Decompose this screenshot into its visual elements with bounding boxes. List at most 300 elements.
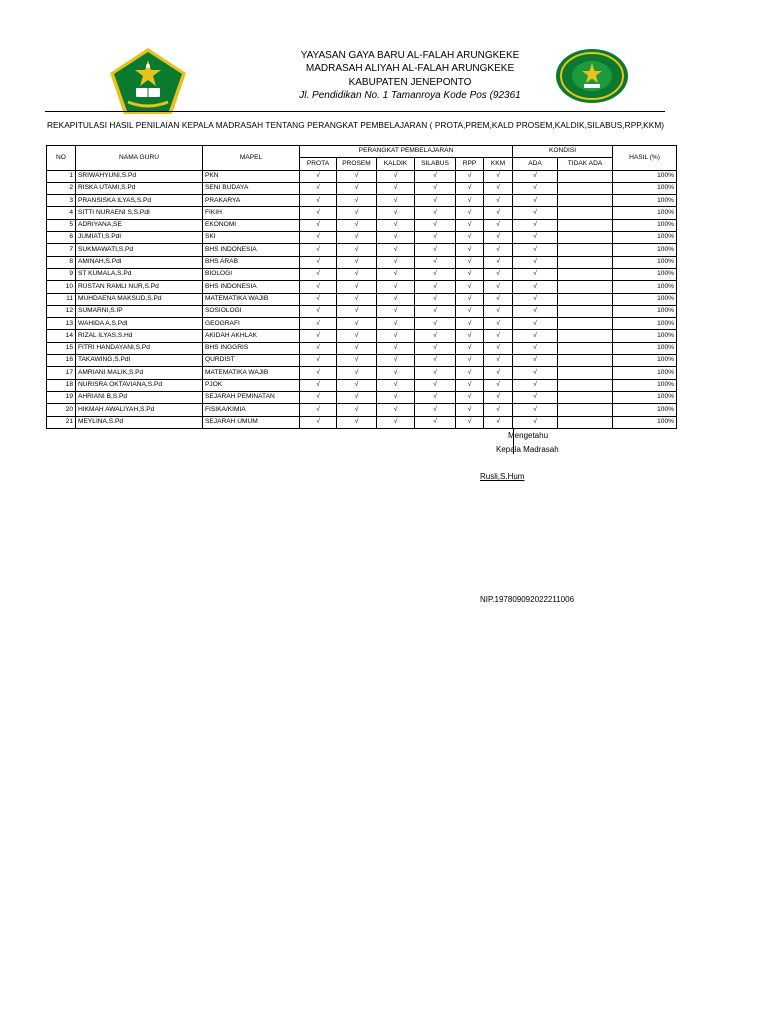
table-row — [47, 379, 677, 391]
row-device-check: √ — [484, 367, 513, 379]
row-device-check: √ — [300, 416, 337, 428]
row-device-check: √ — [415, 207, 456, 219]
row-device-check: √ — [456, 416, 484, 428]
row-condition-tidak-ada — [558, 195, 613, 207]
row-device-check: √ — [377, 281, 415, 293]
row-condition-tidak-ada — [558, 256, 613, 268]
row-device-check: √ — [456, 367, 484, 379]
row-condition-ada: √ — [513, 379, 558, 391]
row-device-check: √ — [415, 195, 456, 207]
row-condition-ada: √ — [513, 195, 558, 207]
row-no: 6 — [47, 232, 76, 244]
row-condition-ada: √ — [513, 404, 558, 416]
row-result: 100% — [613, 379, 677, 391]
row-subject: BIOLOGI — [203, 268, 300, 280]
row-condition-tidak-ada — [558, 281, 613, 293]
col-header-prota: PROTA — [300, 158, 337, 170]
row-device-check: √ — [415, 391, 456, 403]
col-header-kaldik: KALDIK — [377, 158, 415, 170]
table-row — [47, 232, 677, 244]
row-teacher-name: MEYLINA,S.Pd — [76, 416, 203, 428]
row-condition-tidak-ada — [558, 207, 613, 219]
row-teacher-name: PRANSISKA ILYAS,S.Pd — [76, 195, 203, 207]
row-result: 100% — [613, 391, 677, 403]
document-title: REKAPITULASI HASIL PENILAIAN KEPALA MADRASAH TENTANG PERANGKAT PEMBELAJARAN ( PROTA,PREM,KALD PROSEM,KALDIK,SILABUS,RPP,KKM) — [47, 120, 665, 130]
row-device-check: √ — [377, 379, 415, 391]
row-condition-tidak-ada — [558, 305, 613, 317]
school-name: MADRASAH ALIYAH AL-FALAH ARUNGKEKE — [305, 63, 515, 75]
row-device-check: √ — [415, 367, 456, 379]
row-subject: PRAKARYA — [203, 195, 300, 207]
row-device-check: √ — [300, 268, 337, 280]
foundation-name: YAYASAN GAYA BARU AL-FALAH ARUNGKEKE — [300, 50, 520, 61]
table-row — [47, 404, 677, 416]
table-row — [47, 391, 677, 403]
row-device-check: √ — [337, 219, 377, 231]
col-header-result: HASIL (%) — [613, 146, 677, 171]
row-device-check: √ — [415, 330, 456, 342]
row-device-check: √ — [456, 342, 484, 354]
row-device-check: √ — [377, 305, 415, 317]
row-subject: BHS INDONESIA — [203, 281, 300, 293]
row-teacher-name: AHRIANI B,S.Pd — [76, 391, 203, 403]
table-row — [47, 170, 677, 182]
row-condition-tidak-ada — [558, 391, 613, 403]
school-address: Jl. Pendidikan No. 1 Tamanroya Kode Pos (92361 — [299, 89, 521, 101]
col-header-prosem: PROSEM — [337, 158, 377, 170]
row-device-check: √ — [337, 182, 377, 194]
table-row — [47, 342, 677, 354]
row-condition-tidak-ada — [558, 367, 613, 379]
table-row — [47, 195, 677, 207]
table-row — [47, 416, 677, 428]
row-device-check: √ — [484, 379, 513, 391]
row-device-check: √ — [300, 293, 337, 305]
row-device-check: √ — [456, 207, 484, 219]
row-device-check: √ — [377, 219, 415, 231]
row-condition-tidak-ada — [558, 232, 613, 244]
row-condition-ada: √ — [513, 330, 558, 342]
row-device-check: √ — [415, 256, 456, 268]
row-device-check: √ — [337, 195, 377, 207]
row-condition-ada: √ — [513, 391, 558, 403]
signature-nip: NIP.197809092022211006 — [480, 595, 575, 604]
row-device-check: √ — [484, 170, 513, 182]
row-teacher-name: SUMARNI,S.IP — [76, 305, 203, 317]
table-row — [47, 207, 677, 219]
row-device-check: √ — [300, 330, 337, 342]
row-device-check: √ — [300, 195, 337, 207]
col-header-rpp: RPP — [456, 158, 484, 170]
row-condition-ada: √ — [513, 342, 558, 354]
row-device-check: √ — [300, 256, 337, 268]
row-no: 1 — [47, 170, 76, 182]
table-row — [47, 355, 677, 367]
row-device-check: √ — [300, 207, 337, 219]
row-subject: QURDIST — [203, 355, 300, 367]
regency-name: KABUPATEN JENEPONTO — [348, 76, 472, 88]
row-device-check: √ — [484, 244, 513, 256]
row-condition-ada: √ — [513, 305, 558, 317]
row-device-check: √ — [337, 281, 377, 293]
letterhead — [0, 0, 768, 112]
row-condition-tidak-ada — [558, 330, 613, 342]
row-teacher-name: RUSTAN RAMLI NUR,S.Pd — [76, 281, 203, 293]
row-subject: BHS ARAB — [203, 256, 300, 268]
row-device-check: √ — [415, 416, 456, 428]
row-subject: PJOK — [203, 379, 300, 391]
row-device-check: √ — [456, 182, 484, 194]
row-condition-ada: √ — [513, 256, 558, 268]
row-device-check: √ — [484, 281, 513, 293]
row-device-check: √ — [484, 416, 513, 428]
row-teacher-name: SUKMAWATI,S.Pd — [76, 244, 203, 256]
row-no: 7 — [47, 244, 76, 256]
row-device-check: √ — [484, 305, 513, 317]
row-device-check: √ — [300, 379, 337, 391]
row-device-check: √ — [415, 379, 456, 391]
row-device-check: √ — [300, 232, 337, 244]
row-result: 100% — [613, 342, 677, 354]
row-device-check: √ — [456, 232, 484, 244]
row-device-check: √ — [300, 244, 337, 256]
row-subject: FISIKA/KIMIA — [203, 404, 300, 416]
row-device-check: √ — [300, 404, 337, 416]
row-condition-tidak-ada — [558, 268, 613, 280]
row-device-check: √ — [415, 182, 456, 194]
row-device-check: √ — [300, 318, 337, 330]
row-device-check: √ — [484, 404, 513, 416]
row-device-check: √ — [337, 170, 377, 182]
row-no: 17 — [47, 367, 76, 379]
row-device-check: √ — [456, 355, 484, 367]
row-device-check: √ — [377, 232, 415, 244]
row-condition-ada: √ — [513, 182, 558, 194]
institution-block — [250, 49, 570, 102]
row-device-check: √ — [456, 293, 484, 305]
signature-role: Kepala Madrasah — [496, 445, 559, 454]
table-row — [47, 293, 677, 305]
row-no: 15 — [47, 342, 76, 354]
row-subject: SKI — [203, 232, 300, 244]
row-condition-ada: √ — [513, 318, 558, 330]
row-result: 100% — [613, 207, 677, 219]
row-device-check: √ — [337, 232, 377, 244]
row-device-check: √ — [415, 281, 456, 293]
row-device-check: √ — [415, 244, 456, 256]
row-teacher-name: RISKA UTAMI,S.Pd — [76, 182, 203, 194]
col-header-silabus: SILABUS — [415, 158, 456, 170]
row-teacher-name: HIKMAH AWALIYAH,S.Pd — [76, 404, 203, 416]
row-condition-tidak-ada — [558, 318, 613, 330]
row-device-check: √ — [415, 232, 456, 244]
row-device-check: √ — [484, 330, 513, 342]
row-result: 100% — [613, 330, 677, 342]
row-device-check: √ — [377, 330, 415, 342]
row-device-check: √ — [456, 170, 484, 182]
row-device-check: √ — [456, 379, 484, 391]
row-teacher-name: ADRIYANA,SE — [76, 219, 203, 231]
row-result: 100% — [613, 318, 677, 330]
row-device-check: √ — [415, 404, 456, 416]
row-condition-ada: √ — [513, 355, 558, 367]
row-teacher-name: JUMIATI,S.PdI — [76, 232, 203, 244]
row-device-check: √ — [377, 182, 415, 194]
row-device-check: √ — [337, 342, 377, 354]
row-device-check: √ — [415, 355, 456, 367]
row-result: 100% — [613, 232, 677, 244]
header-divider — [45, 111, 665, 112]
row-result: 100% — [613, 182, 677, 194]
row-teacher-name: SITTI NURAENI S,S.PdI — [76, 207, 203, 219]
row-device-check: √ — [484, 293, 513, 305]
row-device-check: √ — [300, 305, 337, 317]
row-condition-ada: √ — [513, 367, 558, 379]
row-device-check: √ — [377, 293, 415, 305]
row-result: 100% — [613, 195, 677, 207]
row-teacher-name: AMINAH,S.PdI — [76, 256, 203, 268]
row-condition-tidak-ada — [558, 293, 613, 305]
row-device-check: √ — [484, 355, 513, 367]
row-device-check: √ — [456, 281, 484, 293]
row-device-check: √ — [377, 195, 415, 207]
row-teacher-name: AMRIANI MALIK,S.Pd — [76, 367, 203, 379]
row-teacher-name: RIZAL ILYAS,S.Hd — [76, 330, 203, 342]
row-device-check: √ — [337, 207, 377, 219]
row-condition-ada: √ — [513, 207, 558, 219]
row-result: 100% — [613, 367, 677, 379]
table-row — [47, 318, 677, 330]
row-device-check: √ — [456, 330, 484, 342]
row-condition-ada: √ — [513, 219, 558, 231]
row-device-check: √ — [300, 281, 337, 293]
row-condition-tidak-ada — [558, 404, 613, 416]
row-teacher-name: TAKAWING,S.PdI — [76, 355, 203, 367]
row-device-check: √ — [337, 355, 377, 367]
row-result: 100% — [613, 219, 677, 231]
col-header-subject: MAPEL — [203, 146, 300, 171]
row-device-check: √ — [300, 170, 337, 182]
assessment-table — [46, 145, 677, 429]
row-no: 3 — [47, 195, 76, 207]
row-condition-ada: √ — [513, 232, 558, 244]
table-row — [47, 305, 677, 317]
row-teacher-name: NURISRA OKTAVIANA,S.Pd — [76, 379, 203, 391]
row-device-check: √ — [337, 318, 377, 330]
row-device-check: √ — [337, 293, 377, 305]
signature-acknowledged: Mengetahu — [508, 431, 549, 440]
row-teacher-name: SRIWAHYUNI,S.Pd — [76, 170, 203, 182]
row-no: 16 — [47, 355, 76, 367]
row-device-check: √ — [456, 219, 484, 231]
row-condition-tidak-ada — [558, 170, 613, 182]
row-teacher-name: FITRI HANDAYANI,S.Pd — [76, 342, 203, 354]
table-row — [47, 219, 677, 231]
row-subject: SOSIOLOGI — [203, 305, 300, 317]
row-condition-tidak-ada — [558, 244, 613, 256]
row-device-check: √ — [377, 170, 415, 182]
row-device-check: √ — [456, 391, 484, 403]
row-subject: SEJARAH PEMINATAN — [203, 391, 300, 403]
row-result: 100% — [613, 256, 677, 268]
row-no: 10 — [47, 281, 76, 293]
row-device-check: √ — [377, 207, 415, 219]
row-condition-tidak-ada — [558, 342, 613, 354]
row-condition-ada: √ — [513, 170, 558, 182]
row-device-check: √ — [337, 404, 377, 416]
table-row — [47, 182, 677, 194]
row-result: 100% — [613, 281, 677, 293]
table-row — [47, 244, 677, 256]
row-device-check: √ — [337, 330, 377, 342]
row-result: 100% — [613, 305, 677, 317]
row-subject: BHS INGGRIS — [203, 342, 300, 354]
row-no: 20 — [47, 404, 76, 416]
row-condition-ada: √ — [513, 244, 558, 256]
row-device-check: √ — [300, 342, 337, 354]
row-device-check: √ — [377, 268, 415, 280]
row-device-check: √ — [377, 256, 415, 268]
row-no: 8 — [47, 256, 76, 268]
row-device-check: √ — [484, 219, 513, 231]
row-device-check: √ — [377, 391, 415, 403]
row-device-check: √ — [415, 268, 456, 280]
row-subject: AKIDAH AKHLAK — [203, 330, 300, 342]
col-header-ada: ADA — [513, 158, 558, 170]
row-no: 2 — [47, 182, 76, 194]
row-result: 100% — [613, 404, 677, 416]
col-header-kkm: KKM — [484, 158, 513, 170]
row-device-check: √ — [377, 404, 415, 416]
row-device-check: √ — [484, 256, 513, 268]
row-device-check: √ — [300, 391, 337, 403]
row-no: 21 — [47, 416, 76, 428]
row-device-check: √ — [377, 318, 415, 330]
row-device-check: √ — [484, 195, 513, 207]
row-device-check: √ — [456, 318, 484, 330]
col-header-devices-group: PERANGKAT PEMBELAJARAN — [300, 146, 513, 158]
row-device-check: √ — [484, 318, 513, 330]
row-subject: SENI BUDAYA — [203, 182, 300, 194]
row-device-check: √ — [456, 268, 484, 280]
row-device-check: √ — [484, 268, 513, 280]
col-header-no: NO — [47, 146, 76, 171]
row-device-check: √ — [456, 305, 484, 317]
table-row — [47, 256, 677, 268]
signature-name: Rusli,S.Hum — [480, 472, 525, 481]
row-condition-ada: √ — [513, 281, 558, 293]
row-device-check: √ — [337, 305, 377, 317]
row-device-check: √ — [484, 342, 513, 354]
row-condition-ada: √ — [513, 416, 558, 428]
row-device-check: √ — [377, 367, 415, 379]
row-no: 12 — [47, 305, 76, 317]
row-device-check: √ — [337, 379, 377, 391]
row-condition-tidak-ada — [558, 355, 613, 367]
row-subject: MATEMATIKA WAJIB — [203, 293, 300, 305]
row-condition-tidak-ada — [558, 379, 613, 391]
row-result: 100% — [613, 244, 677, 256]
row-device-check: √ — [337, 367, 377, 379]
row-no: 11 — [47, 293, 76, 305]
row-subject: SEJARAH UMUM — [203, 416, 300, 428]
row-result: 100% — [613, 416, 677, 428]
row-device-check: √ — [456, 404, 484, 416]
row-subject: EKONOMI — [203, 219, 300, 231]
row-result: 100% — [613, 268, 677, 280]
row-subject: MATEMATIKA WAJIB — [203, 367, 300, 379]
col-header-condition-group: KONDISI — [513, 146, 613, 158]
row-device-check: √ — [415, 293, 456, 305]
row-no: 19 — [47, 391, 76, 403]
row-device-check: √ — [300, 355, 337, 367]
row-device-check: √ — [337, 391, 377, 403]
row-subject: GEOGRAFI — [203, 318, 300, 330]
row-device-check: √ — [415, 219, 456, 231]
table-row — [47, 281, 677, 293]
table-row — [47, 330, 677, 342]
row-result: 100% — [613, 293, 677, 305]
row-no: 9 — [47, 268, 76, 280]
row-device-check: √ — [300, 182, 337, 194]
row-device-check: √ — [456, 244, 484, 256]
row-condition-ada: √ — [513, 293, 558, 305]
row-condition-tidak-ada — [558, 416, 613, 428]
table-row — [47, 268, 677, 280]
row-no: 4 — [47, 207, 76, 219]
row-device-check: √ — [377, 244, 415, 256]
table-row — [47, 367, 677, 379]
row-result: 100% — [613, 170, 677, 182]
row-device-check: √ — [415, 318, 456, 330]
row-device-check: √ — [415, 342, 456, 354]
row-condition-ada: √ — [513, 268, 558, 280]
row-device-check: √ — [456, 195, 484, 207]
row-device-check: √ — [484, 207, 513, 219]
row-device-check: √ — [337, 244, 377, 256]
row-device-check: √ — [415, 305, 456, 317]
row-device-check: √ — [337, 256, 377, 268]
row-device-check: √ — [377, 355, 415, 367]
row-no: 5 — [47, 219, 76, 231]
row-teacher-name: ST KUMALA,S.Pd — [76, 268, 203, 280]
col-header-name: NAMA GURU — [76, 146, 203, 171]
kemenag-emblem-icon — [108, 46, 188, 116]
row-device-check: √ — [337, 268, 377, 280]
row-device-check: √ — [377, 342, 415, 354]
row-subject: BHS INDONESIA — [203, 244, 300, 256]
row-condition-tidak-ada — [558, 219, 613, 231]
row-device-check: √ — [484, 232, 513, 244]
row-device-check: √ — [300, 367, 337, 379]
row-no: 13 — [47, 318, 76, 330]
row-device-check: √ — [484, 182, 513, 194]
row-subject: PKN — [203, 170, 300, 182]
row-device-check: √ — [456, 256, 484, 268]
row-device-check: √ — [300, 219, 337, 231]
row-condition-tidak-ada — [558, 182, 613, 194]
row-device-check: √ — [484, 391, 513, 403]
row-no: 14 — [47, 330, 76, 342]
row-device-check: √ — [377, 416, 415, 428]
row-subject: FIKIH — [203, 207, 300, 219]
row-result: 100% — [613, 355, 677, 367]
row-device-check: √ — [415, 170, 456, 182]
row-device-check: √ — [337, 416, 377, 428]
row-no: 18 — [47, 379, 76, 391]
row-teacher-name: WAHIDA A,S.PdI — [76, 318, 203, 330]
col-header-tidak-ada: TIDAK ADA — [558, 158, 613, 170]
